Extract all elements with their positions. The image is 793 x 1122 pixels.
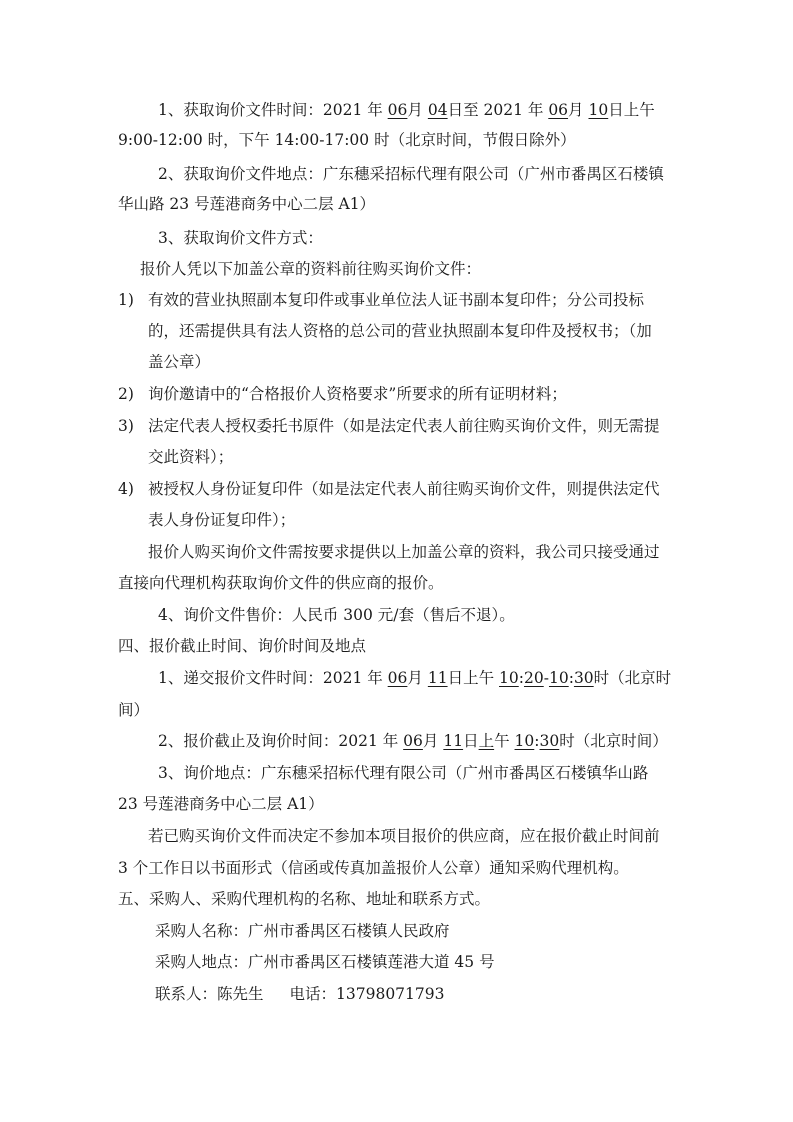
deadline-hour: 10 bbox=[514, 732, 535, 750]
acquire-time-line bbox=[158, 100, 655, 120]
acquire-time-label: 1、获取询价文件时间：2021 年 bbox=[158, 101, 388, 119]
text-fragment: 月 bbox=[568, 101, 589, 119]
list-item-2-line-1: 询价邀请中的“合格报价人资格要求”所要求的所有证明材料； bbox=[148, 385, 567, 403]
list-number-4: 4) bbox=[118, 480, 134, 498]
deadline-month: 06 bbox=[403, 732, 423, 750]
submission-month: 06 bbox=[387, 669, 408, 687]
text-fragment: 日 bbox=[463, 732, 479, 750]
list-item-1-line-1: 有效的营业执照副本复印件或事业单位法人证书副本复印件；分公司投标 bbox=[148, 291, 645, 309]
submission-time-line bbox=[158, 668, 671, 688]
text-fragment: 午 bbox=[494, 732, 515, 750]
deadline-day: 11 bbox=[443, 732, 464, 750]
acquire-location-line: 2、获取询价文件地点：广东穗采招标代理有限公司（广州市番禺区石楼镇 bbox=[158, 165, 664, 183]
contact-line bbox=[155, 984, 445, 1004]
list-number-1: 1) bbox=[118, 291, 134, 309]
start-day: 04 bbox=[427, 101, 448, 119]
list-item-4-line-1: 被授权人身份证复印件（如是法定代表人前往购买询价文件，则提供法定代 bbox=[148, 480, 660, 498]
end-month: 06 bbox=[548, 101, 569, 119]
submission-day: 11 bbox=[427, 669, 448, 687]
contact-person: 联系人：陈先生 bbox=[155, 985, 264, 1003]
text-fragment: : bbox=[518, 669, 524, 687]
deadline-minute: 30 bbox=[539, 732, 560, 750]
text-fragment: 月 bbox=[407, 101, 428, 119]
list-number-3: 3) bbox=[118, 417, 134, 435]
deadline-line bbox=[158, 731, 668, 751]
withdraw-notice-line-2: 3 个工作日以书面形式（信函或传真加盖报价人公章）通知采购代理机构。 bbox=[118, 859, 629, 877]
note-line-1: 报价人购买询价文件需按要求提供以上加盖公章的资料，我公司只接受通过 bbox=[148, 543, 660, 561]
list-item-3-line-1: 法定代表人授权委托书原件（如是法定代表人前往购买询价文件，则无需提 bbox=[148, 417, 660, 435]
list-number-2: 2) bbox=[118, 385, 134, 403]
submission-time-line-2: 间） bbox=[118, 701, 150, 719]
end-day: 10 bbox=[588, 101, 609, 119]
text-fragment: : bbox=[568, 669, 574, 687]
text-fragment: - bbox=[543, 669, 549, 687]
withdraw-notice-line-1: 若已购买询价文件而决定不参加本项目报价的供应商，应在报价截止时间前 bbox=[148, 827, 660, 845]
text-fragment: 月 bbox=[407, 669, 428, 687]
submission-end-minute: 30 bbox=[573, 669, 594, 687]
list-item-4-line-2: 表人身份证复印件）； bbox=[148, 511, 296, 529]
text-fragment: : bbox=[534, 732, 540, 750]
list-item-1-line-3: 盖公章） bbox=[148, 353, 211, 371]
purchaser-name: 采购人名称：广州市番禺区石楼镇人民政府 bbox=[155, 922, 450, 940]
method-intro: 报价人凭以下加盖公章的资料前往购买询价文件： bbox=[140, 260, 482, 278]
submission-end-hour: 10 bbox=[548, 669, 569, 687]
deadline-label: 2、报价截止及询价时间：2021 年 bbox=[158, 732, 404, 750]
submission-start-minute: 20 bbox=[523, 669, 544, 687]
text-fragment: 日上午 bbox=[447, 669, 500, 687]
inquiry-location-line: 3、询价地点：广东穗采招标代理有限公司（广州市番禺区石楼镇华山路 bbox=[158, 764, 649, 782]
deadline-am: 上 bbox=[478, 732, 495, 750]
list-item-3-line-2: 交此资料）； bbox=[148, 448, 234, 466]
note-line-2: 直接向代理机构获取询价文件的供应商的报价。 bbox=[118, 574, 444, 592]
section-4-heading: 四、报价截止时间、询价时间及地点 bbox=[118, 637, 367, 655]
text-fragment: 日上午 bbox=[608, 101, 655, 119]
list-item-1-line-2: 的，还需提供具有法人资格的总公司的营业执照副本复印件及授权书；（加 bbox=[148, 322, 652, 340]
submission-time-label: 1、递交报价文件时间：2021 年 bbox=[158, 669, 388, 687]
purchaser-address: 采购人地点：广州市番禺区石楼镇莲港大道 45 号 bbox=[155, 953, 495, 971]
text-fragment: 月 bbox=[422, 732, 444, 750]
acquire-hours-line: 9:00-12:00 时，下午 14:00-17:00 时（北京时间，节假日除外） bbox=[118, 131, 576, 149]
contact-phone: 电话：13798071793 bbox=[289, 985, 445, 1003]
text-fragment: 时（北京时间） bbox=[559, 732, 668, 750]
start-month: 06 bbox=[387, 101, 408, 119]
price-line: 4、询价文件售价：人民币 300 元/套（售后不退）。 bbox=[158, 606, 515, 624]
text-fragment: 日至 2021 年 bbox=[447, 101, 549, 119]
text-fragment: 时（北京时 bbox=[593, 669, 672, 687]
submission-start-hour: 10 bbox=[499, 669, 519, 687]
section-5-heading: 五、采购人、采购代理机构的名称、地址和联系方式。 bbox=[118, 890, 491, 908]
acquire-location-line-2: 华山路 23 号莲港商务中心二层 A1） bbox=[118, 195, 376, 213]
acquire-method-line: 3、获取询价文件方式： bbox=[158, 229, 323, 247]
inquiry-location-line-2: 23 号莲港商务中心二层 A1） bbox=[118, 795, 324, 813]
